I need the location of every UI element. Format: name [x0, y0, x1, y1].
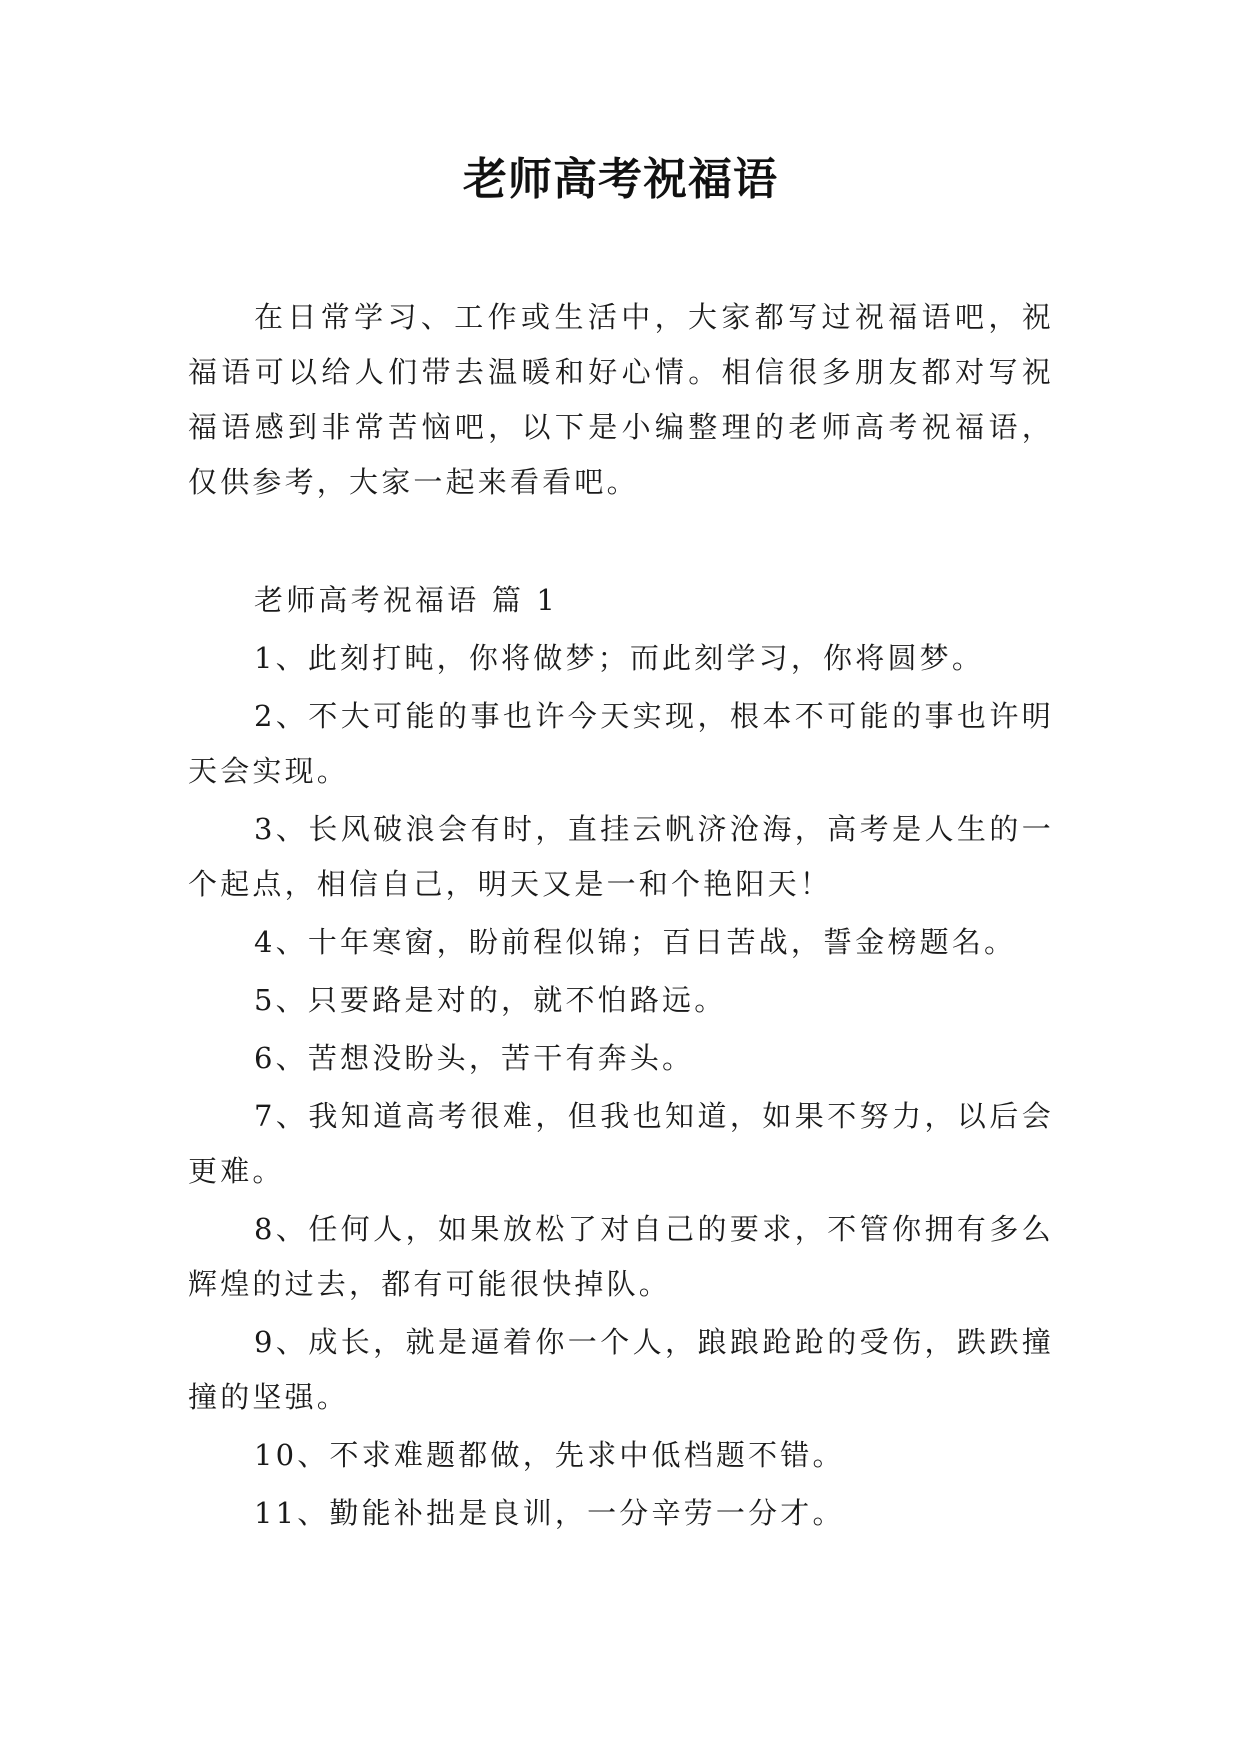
- list-item: 4、十年寒窗，盼前程似锦；百日苦战，誓金榜题名。: [254, 925, 1017, 959]
- list-item: 2、不大可能的事也许今天实现，根本不可能的事也许明天会实现。: [188, 699, 1054, 788]
- list-item: 1、此刻打盹，你将做梦；而此刻学习，你将圆梦。: [254, 641, 985, 675]
- list-item: 9、成长，就是逼着你一个人，踉踉跄跄的受伤，跌跌撞撞的坚强。: [188, 1325, 1054, 1414]
- list-item: 6、苦想没盼头，苦干有奔头。: [254, 1041, 695, 1075]
- section-heading: 老师高考祝福语 篇 1: [254, 583, 559, 617]
- document-body: [188, 290, 1054, 1541]
- list-item: 11、勤能补拙是良训，一分辛劳一分才。: [254, 1496, 845, 1530]
- list-item: 5、只要路是对的，就不怕路远。: [254, 983, 727, 1017]
- document-title: 老师高考祝福语: [463, 154, 778, 205]
- list-item: 10、不求难题都做，先求中低档题不错。: [254, 1438, 845, 1472]
- list-item: 8、任何人，如果放松了对自己的要求，不管你拥有多么辉煌的过去，都有可能很快掉队。: [188, 1212, 1054, 1301]
- intro-paragraph: 在日常学习、工作或生活中，大家都写过祝福语吧，祝福语可以给人们带去温暖和好心情。相信很多朋友都对写祝福语感到非常苦恼吧，以下是小编整理的老师高考祝福语，仅供参考，大家一起来看看吧。: [188, 300, 1054, 499]
- list-item: 3、长风破浪会有时，直挂云帆济沧海，高考是人生的一个起点，相信自己，明天又是一和个艳阳天！: [188, 812, 1054, 901]
- list-item: 7、我知道高考很难，但我也知道，如果不努力，以后会更难。: [188, 1099, 1054, 1188]
